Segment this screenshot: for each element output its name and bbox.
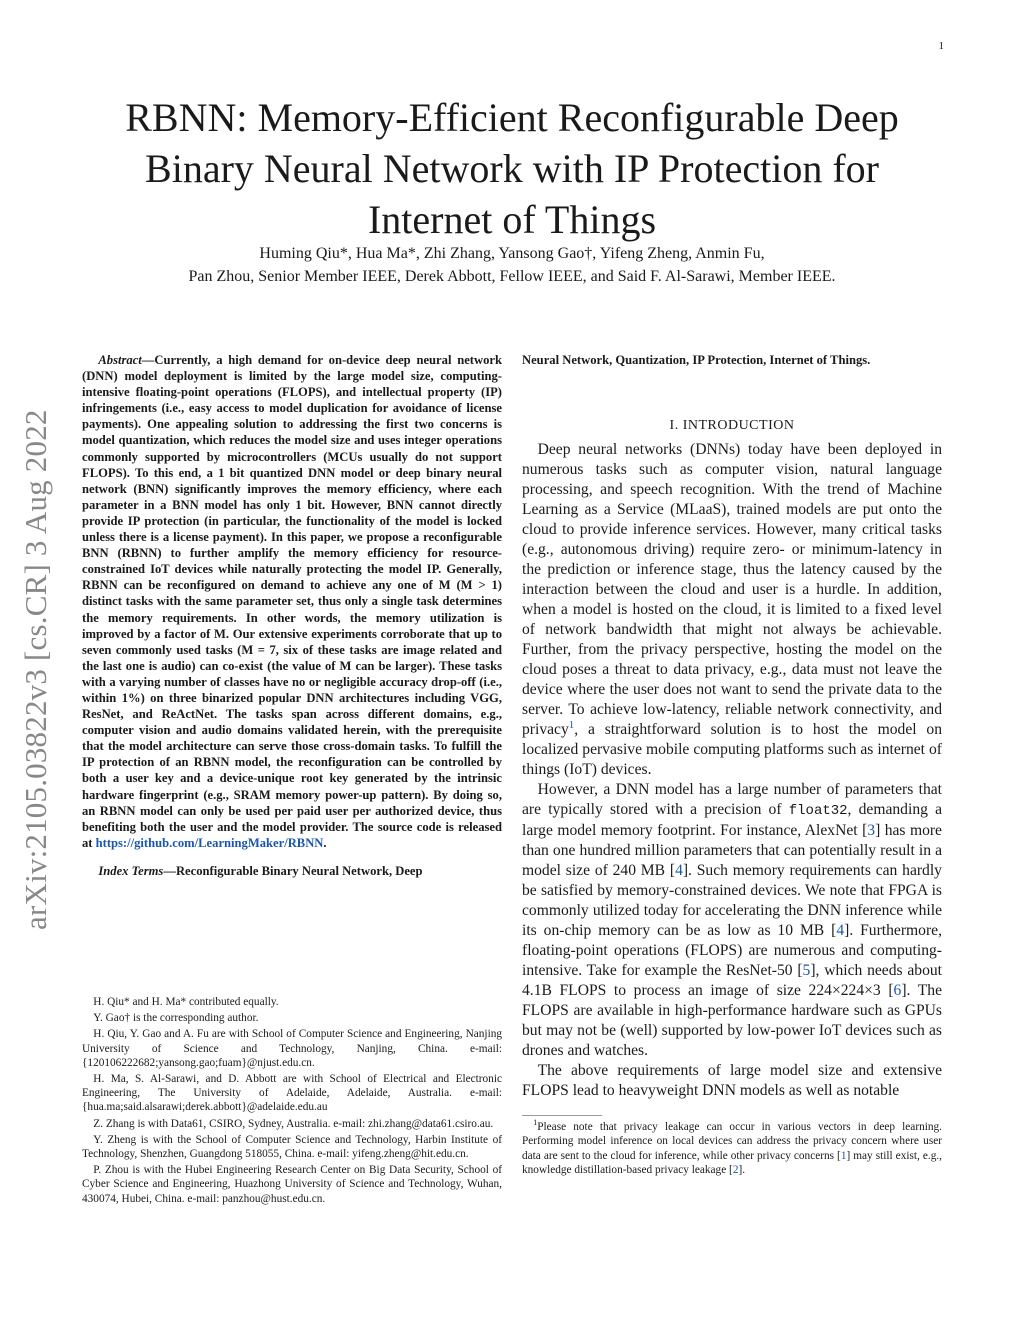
- footnote-mark: 1: [533, 1118, 538, 1128]
- fn-text-c: ].: [738, 1163, 746, 1176]
- right-column: [522, 352, 942, 1177]
- paragraph-2: [522, 780, 942, 1061]
- code-float32: float32: [788, 803, 848, 820]
- affiliation-footnotes: [82, 995, 502, 1208]
- citation-link[interactable]: 5: [802, 962, 811, 980]
- footnote-item: Z. Zhang is with Data61, CSIRO, Sydney, Australia. e-mail: zhi.zhang@data61.csiro.au.: [93, 1117, 494, 1130]
- index-terms-label: Index Terms: [98, 863, 164, 878]
- abstract-end: .: [323, 835, 327, 850]
- footnote-item: P. Zhou is with the Hubei Engineering Research Center on Big Data Security, School of Cyber Science and Engineering, Huazhong University of Science and Technology, Wuhan, 430074, Hubei, China. e-mail: panzhou@hust.edu.cn.: [82, 1164, 502, 1205]
- footnote-item: Y. Zheng is with the School of Computer Science and Technology, Harbin Institute of Technology, Shenzhen, Guangdong 518055, China. e-mail: yifeng.zheng@hit.edu.cn.: [82, 1133, 502, 1161]
- fn-text-b: ] may still exist, e.g., knowledge distillation-based privacy leakage [: [522, 1149, 942, 1176]
- p2-text-g: ]. The FLOPS are available in high-performance hardware such as GPUs but may not be (well) supported by low-power IoT devices such as drones and watches.: [522, 982, 942, 1060]
- footnote-rule: [522, 1115, 602, 1116]
- introduction-body: [522, 440, 942, 1101]
- citation-link[interactable]: 1: [840, 1149, 847, 1162]
- p1-text-a: Deep neural networks (DNNs) today have been deployed in numerous tasks such as computer vision, natural language processing, and speech recognition. With the trend of Machine Learning as a Service (MLaaS), trained models are put onto the cloud to provide inference services. However, many critical tasks (e.g., autonomous driving) require zero- or minimum-latency in the prediction or inference stage, thus the latency caused by the interaction between the cloud and user is a hurdle. In addition, when a model is hosted on the cloud, it is limited to a fixed level of network bandwidth that might not always be achievable. Further, from the privacy perspective, hosting the model on the cloud poses a threat to data privacy, e.g., data must not leave the device where the user does not want to send the private data to the server. To achieve low-latency, reliable network connectivity, and privacy: [522, 441, 942, 739]
- footnote-item: H. Ma, S. Al-Sarawi, and D. Abbott are with School of Electrical and Electronic Engineering, The University of Adelaide, Adelaide, Australia. e-mail: {hua.ma;said.alsarawi;derek.abbott}@adelaide.edu.au: [82, 1073, 502, 1114]
- paper-title: RBNN: Memory-Efficient Reconfigurable Deep Binary Neural Network with IP Protection for Internet of Things: [125, 95, 899, 242]
- abstract: [82, 352, 502, 851]
- index-terms: [82, 863, 502, 879]
- p2-text-a: However, a DNN model has a large number of parameters that are typically stored with a precision of: [522, 781, 942, 819]
- page-number: 1: [938, 40, 944, 52]
- paragraph-3: The above requirements of large model size and extensive FLOPS lead to heavyweight DNN models as well as notable: [522, 1062, 942, 1100]
- footnote-item: Y. Gao† is the corresponding author.: [93, 1012, 259, 1025]
- index-terms-continuation: Neural Network, Quantization, IP Protection, Internet of Things.: [522, 353, 871, 367]
- fn-text-a: Please note that privacy leakage can occur in various vectors in deep learning. Performing model inference on local devices can address the privacy concern where user data are sent to the cloud for inference, while other privacy concerns [: [522, 1121, 942, 1162]
- privacy-footnote: [522, 1120, 942, 1177]
- author-line-2: Pan Zhou, Senior Member IEEE, Derek Abbott, Fellow IEEE, and Said F. Al-Sarawi, Member IEEE.: [188, 268, 836, 285]
- footnote-item: H. Qiu* and H. Ma* contributed equally.: [93, 996, 279, 1008]
- p1-text-b: , a straightforward solution is to host the model on localized pervasive mobile computing platforms such as internet of things (IoT) devices.: [522, 721, 942, 779]
- index-terms-text: —Reconfigurable Binary Neural Network, Deep: [163, 863, 423, 878]
- p2-text-f: ], which needs about 4.1B FLOPS to process an image of size 224×224×3 [: [522, 962, 942, 1000]
- p2-text-e: ]. Furthermore, floating-point operations (FLOPS) are numerous and computing-intensive. Take for example the ResNet-50 [: [522, 922, 942, 980]
- source-code-link[interactable]: https://github.com/LearningMaker/RBNN: [95, 835, 324, 850]
- arxiv-stamp: arXiv:2105.03822v3 [cs.CR] 3 Aug 2022: [18, 409, 53, 930]
- p2-text-c: ] has more than one hundred million parameters that can potentially result in a model size of 240 MB [: [522, 822, 942, 880]
- footnote-item: H. Qiu, Y. Gao and A. Fu are with School of Computer Science and Engineering, Nanjing University of Science and Technology, Nanjing, China. e-mail: {120106222682;yansong.gao;fuam}@njust.edu.cn.: [82, 1028, 502, 1069]
- abstract-text: —Currently, a high demand for on-device deep neural network (DNN) model deployment is limited by the large model size, computing-intensive floating-point operations (FLOPS), and intellectual property (IP) infringements (i.e., easy access to model duplication for avoidance of license payments). One appealing solution to addressing the first two concerns is model quantization, which reduces the model size and uses integer operations commonly supported by microcontrollers (MCUs usually do not support FLOPS). To this end, a 1 bit quantized DNN model or deep binary neural network (BNN) significantly improves the memory efficiency, where each parameter in a BNN model has only 1 bit. However, BNN cannot directly provide IP protection (in particular, the functionality of the model is locked unless there is a license payment). In this paper, we propose a reconfigurable BNN (RBNN) to further amplify the memory efficiency for resource-constrained IoT devices while naturally protecting the model IP. Generally, RBNN can be reconfigured on demand to achieve any one of M (M > 1) distinct tasks with the same parameter set, thus only a single task determines the memory requirements. In other words, the memory utilization is improved by a factor of M. Our extensive experiments corroborate that up to seven commonly used tasks (M = 7, six of these tasks are image related and the last one is audio) can co-exist (the value of M can be larger). These tasks with a varying number of classes have no or negligible accuracy drop-off (i.e., within 1%) on three binarized popular DNN architectures including VGG, ResNet, and ReActNet. The tasks span across different domains, e.g., computer vision and audio domains validated herein, with the prerequisite that the model architecture can serve those cross-domain tasks. To fulfill the IP protection of an RBNN model, the reconfiguration can be controlled by both a user key and a device-unique root key generated by the intrinsic hardware fingerprint (e.g., SRAM memory power-up pattern). By doing so, an RBNN model can only be used per paid user per authorized device, thus benefiting both the user and the model provider. The source code is released at: [82, 353, 502, 850]
- left-column: [82, 352, 502, 879]
- section-heading: I. INTRODUCTION: [669, 418, 795, 434]
- paragraph-1: [522, 440, 942, 780]
- citation-link[interactable]: 6: [893, 982, 902, 1000]
- abstract-label: Abstract: [98, 353, 142, 367]
- citation-link[interactable]: 3: [867, 822, 876, 840]
- author-list: [82, 242, 942, 288]
- citation-link[interactable]: 2: [732, 1163, 739, 1176]
- citation-link[interactable]: 4: [836, 922, 845, 940]
- author-line-1: Huming Qiu*, Hua Ma*, Zhi Zhang, Yansong Gao†, Yifeng Zheng, Anmin Fu,: [259, 245, 765, 262]
- citation-link[interactable]: 4: [675, 862, 683, 880]
- footnote-ref[interactable]: 1: [568, 718, 575, 731]
- p2-text-b: , demanding a large model memory footprint. For instance, AlexNet [: [522, 801, 943, 840]
- p2-text-d: ]. Such memory requirements can hardly be satisfied by memory-constrained devices. We note that FPGA is commonly utilized today for accelerating the DNN inference while its on-chip memory can be as low as 10 MB [: [522, 862, 942, 940]
